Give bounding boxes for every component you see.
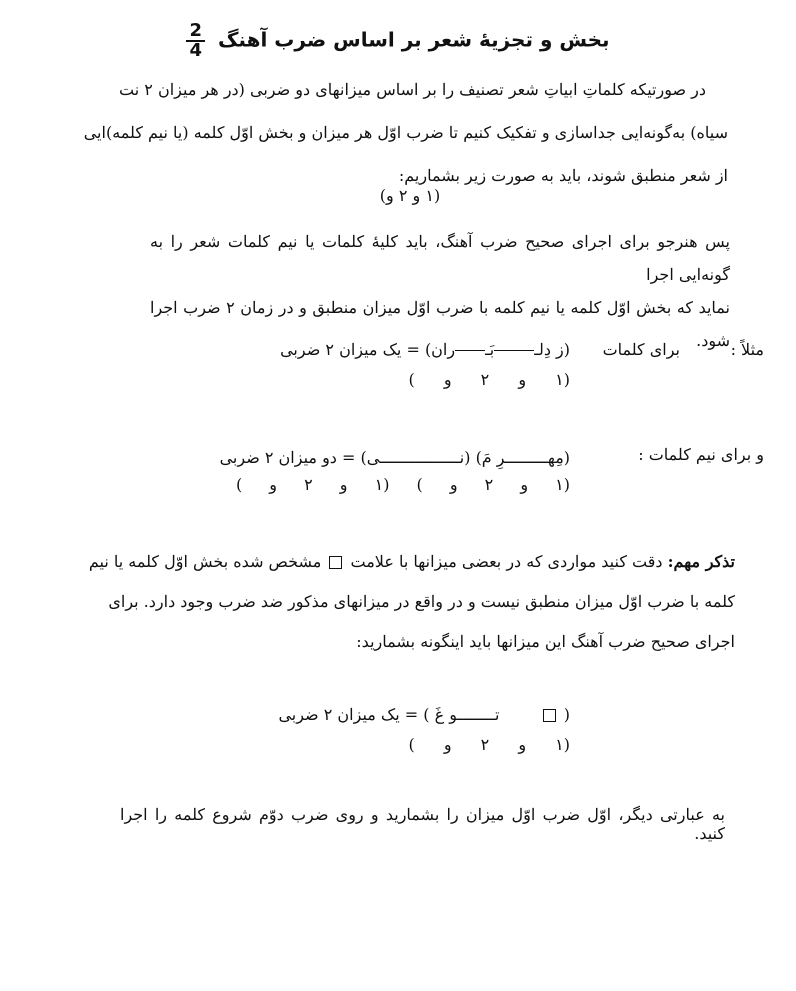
half-group-2: (نـــــــــــــــــی) — [360, 448, 471, 467]
example-words-counts: (۱ و ۲ و ) — [408, 370, 570, 389]
square-mark-icon — [543, 709, 556, 722]
example-words-notation — [280, 340, 570, 359]
note-line-1-a: دقت کنید مواردی که در بعضی میزانها با علامت — [350, 552, 663, 571]
note-line-1 — [60, 542, 735, 582]
fraction-denominator: 4 — [189, 40, 202, 61]
example-half-counts: (۱ و ۲ و ) (۱ و ۲ و ) — [235, 475, 570, 494]
example-words-result: = یک میزان ۲ ضربی — [280, 340, 420, 359]
example-half-notation — [220, 448, 570, 467]
example-words-label: برای کلمات — [602, 340, 680, 359]
time-signature-fraction — [186, 22, 205, 60]
page-title — [0, 22, 796, 60]
example-box-result: = یک میزان ۲ ضربی — [278, 705, 419, 724]
box-word: تــــــــو غَ ) — [423, 705, 500, 724]
example-half-result: = دو میزان ۲ ضربی — [219, 448, 356, 467]
note-line-1-b: مشخص شده بخش اوّل کلمه یا نیم — [88, 552, 322, 571]
rule-line-1: پس هنرجو برای اجرای صحیح ضرب آهنگ، باید کلیهٔ کلمات یا نیم کلمات شعر را به گونه‌ایی اجرا — [150, 232, 730, 284]
example-lead: مثلاً : — [730, 340, 764, 359]
count-line: (۱ و ۲ و) — [379, 186, 441, 205]
intro-paragraph — [70, 68, 728, 197]
intro-line-1: در صورتیکه کلماتِ ابیاتِ شعر تصنیف را بر اساس میزانهای دو ضربی (در هر میزان ۲ نت — [119, 80, 706, 99]
fraction-numerator: 2 — [186, 22, 205, 42]
note-heading: تذکر مهم: — [667, 552, 735, 571]
example-half-label: و برای نیم کلمات : — [638, 445, 764, 464]
intro-line-2: سیاه) به‌گونه‌ایی جداسازی و تفکیک کنیم تا ضرب اوّل هر میزان و بخش اوّل کلمه (یا نیم کلمه)ایی — [83, 123, 728, 142]
word-mid: بَـ — [485, 340, 495, 359]
intro-line-3: از شعر منطبق شوند، باید به صورت زیر بشماریم: — [398, 166, 728, 185]
example-box-counts: (۱ و ۲ و ) — [408, 735, 570, 754]
title-text: بخش و تجزیهٔ شعر بر اساس ضرب آهنگ — [217, 27, 610, 52]
rule-line-2: نماید که بخش اوّل کلمه یا نیم کلمه با ضرب اوّل میزان منطبق و در زمان ۲ ضرب اجرا شود. — [150, 298, 730, 350]
square-mark-icon — [329, 556, 342, 569]
word-end: ران) — [424, 340, 456, 359]
closing-paragraph: به عبارتی دیگر، اوّل ضرب اوّل میزان را بشمارید و روی ضرب دوّم شروع کلمه را اجرا کنید. — [120, 805, 725, 843]
half-group-1: (مِهـــــــــرِ مَ) — [475, 448, 570, 467]
note-line-2: کلمه با ضرب اوّل میزان منطبق نیست و در واقع در میزانهای مذکور ضد ضرب وجود دارد. برای — [108, 592, 735, 611]
kashida-line — [455, 350, 485, 351]
example-box-notation — [278, 705, 570, 724]
note-line-3: اجرای صحیح ضرب آهنگ این میزانها باید اینگونه بشمارید: — [356, 632, 735, 651]
kashida-line — [494, 350, 534, 351]
word-open: (ز دِلـ — [534, 340, 570, 359]
note-paragraph — [60, 542, 735, 662]
rule-paragraph — [150, 225, 730, 357]
box-open: ( — [563, 705, 570, 724]
